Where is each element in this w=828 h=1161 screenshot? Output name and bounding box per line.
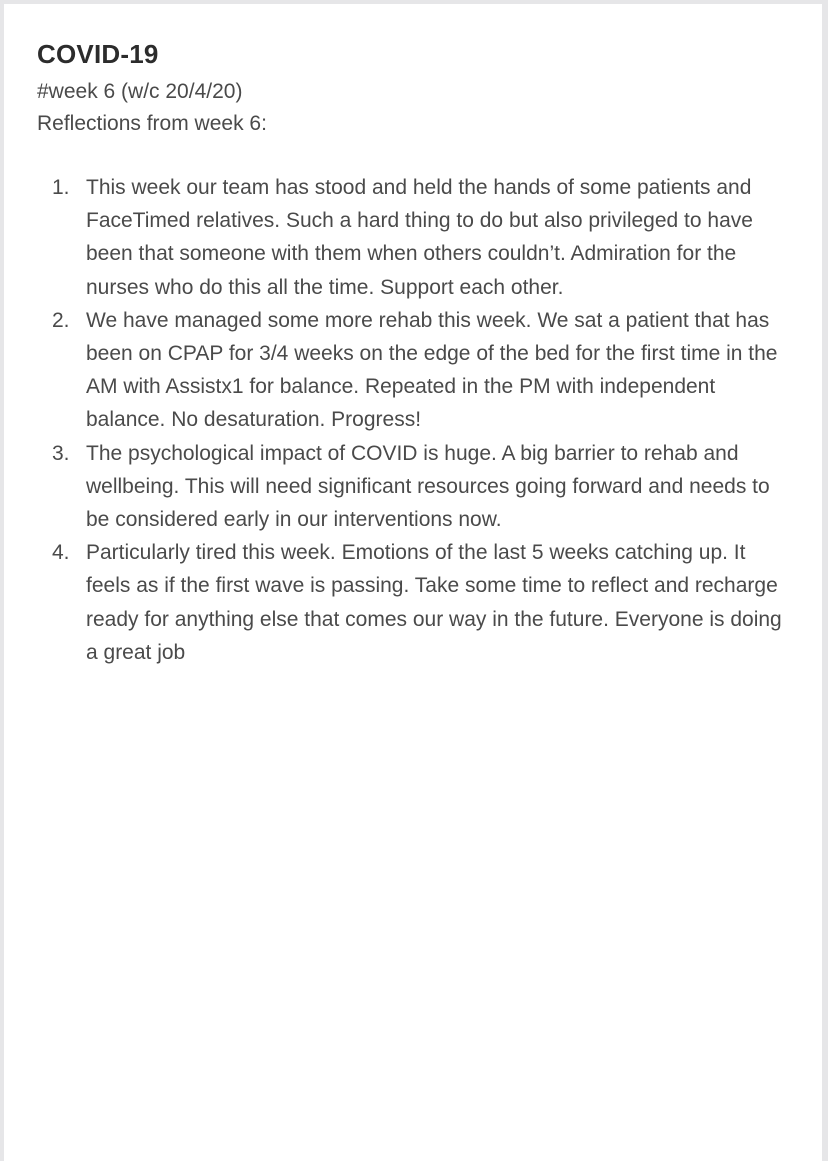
list-item-text: Particularly tired this week. Emotions of the last 5 weeks catching up. It feels as if the first wave is passing. Take some time to reflect and recharge ready for anything else that comes our way in the future. Everyone is doing a great job: [86, 541, 782, 664]
list-item: [52, 437, 792, 537]
list-item-number: 3.: [52, 441, 70, 465]
list-item: [52, 304, 792, 437]
list-item-text: We have managed some more rehab this week. We sat a patient that has been on CPAP for 3/4 weeks on the edge of the bed for the first time in the AM with Assistx1 for balance. Repeated in the PM with independent balance. No desaturation. Progress!: [86, 308, 778, 432]
list-item-number: 4.: [52, 541, 70, 565]
note-intro: Reflections from week 6:: [37, 112, 267, 135]
list-item-text: The psychological impact of COVID is huge. A big barrier to rehab and wellbeing. This will need significant resources going forward and needs to be considered early in our interventions now.: [86, 441, 770, 532]
list-item: [52, 171, 792, 304]
list-item-text: This week our team has stood and held the hands of some patients and FaceTimed relatives. Such a hard thing to do but also privileged to have been that someone with them when others couldn’t. Admiration for the nurses who do this all the time. Support each other.: [86, 176, 753, 299]
list-item: [52, 536, 792, 669]
list-item-number: 2.: [52, 308, 70, 332]
reflections-list: [52, 171, 792, 669]
note-title: COVID-19: [37, 39, 159, 69]
note-subtitle: #week 6 (w/c 20/4/20): [37, 80, 243, 103]
note-card: [4, 4, 822, 1161]
list-item-number: 1.: [52, 176, 70, 199]
